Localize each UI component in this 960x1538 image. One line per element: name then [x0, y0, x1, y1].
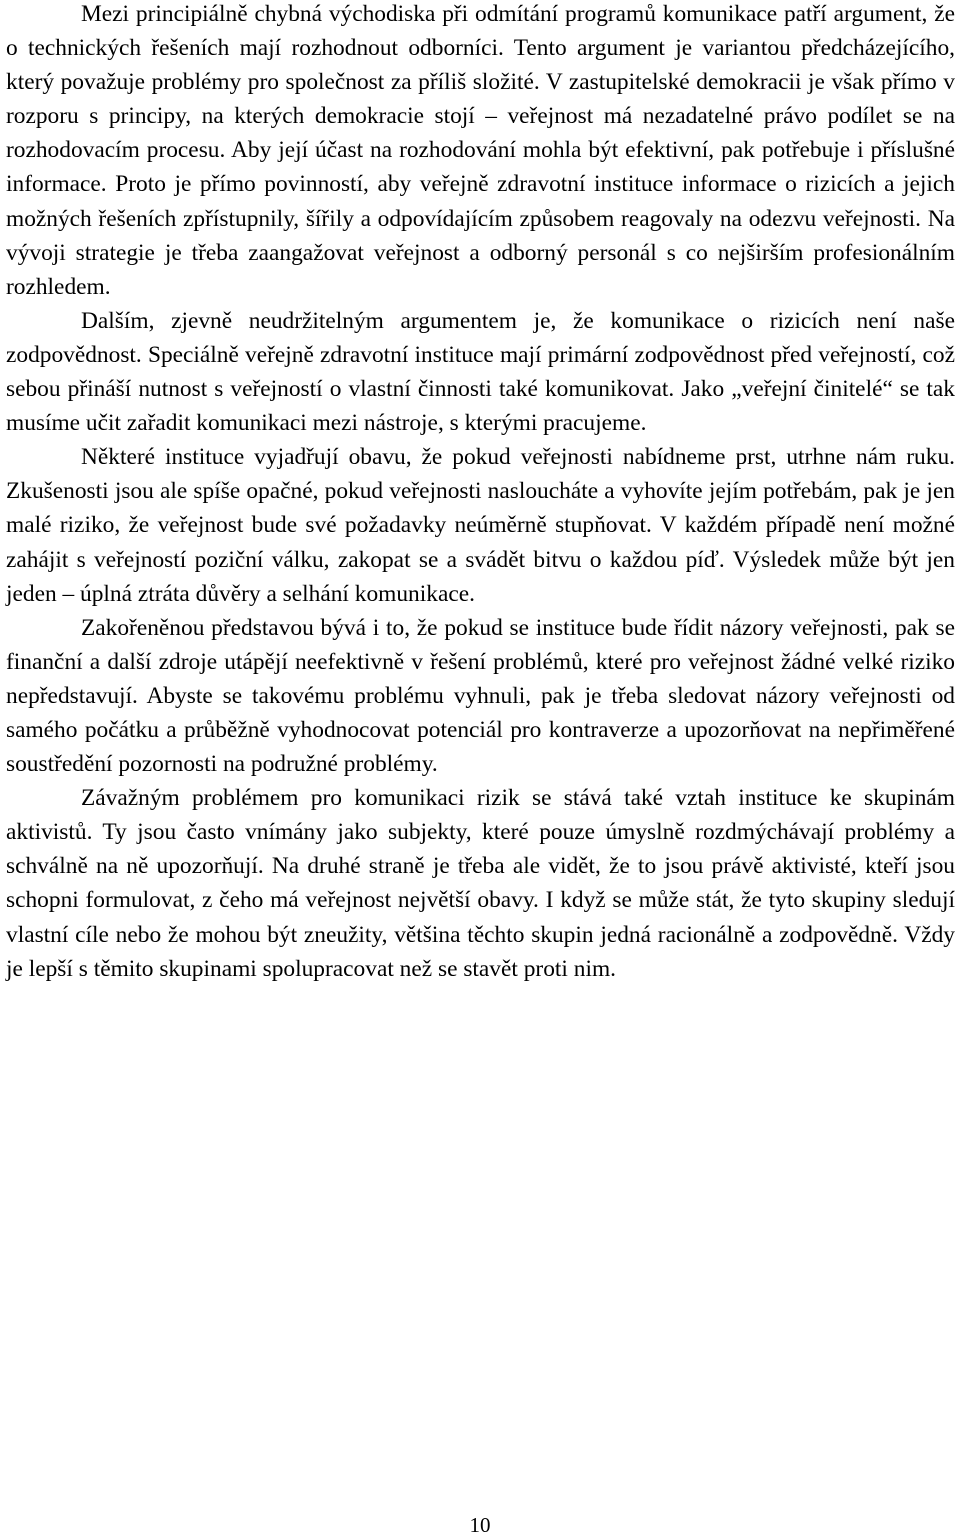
paragraph-activist-groups: Závažným problémem pro komunikaci rizik se stává také vztah instituce ke skupinám aktivistů. Ty jsou často vnímány jako subjekty, které pouze úmyslně rozdmýchávají problémy a schválně na ně upozorňují. Na druhé straně je třeba ale vidět, že to jsou právě aktivisté, kteří jsou schopni formulovat, z čeho má veřejnost největší obavy. I když se může stát, že tyto skupiny sledují vlastní cíle nebo že mohou být zneužity, většina těchto skupin jedná racionálně a zodpovědně. Vždy je lepší s těmito skupinami spolupracovat než se stavět proti nim.	[6, 785, 955, 982]
document-body	[6, 0, 955, 986]
paragraph-public-participation: Mezi principiálně chybná východiska při odmítání programů komunikace patří argument, že o technických řešeních mají rozhodnout odborníci. Tento argument je variantou předcházejícího, který považuje problémy pro společnost za příliš složité. V zastupitelské demokracii je však přímo v rozporu s principy, na kterých demokracie stojí – veřejnost má nezadatelné právo podílet se na rozhodovacím procesu. Aby její účast na rozhodování mohla být efektivní, pak potřebuje i příslušné informace. Proto je přímo povinností, aby veřejně zdravotní instituce informace o rizicích a jejich možných řešeních zpřístupnily, šířily a odpovídajícím způsobem reagovaly na odezvu veřejnosti. Na vývoji strategie je třeba zaangažovat veřejnost a odborný personál s co nejširším profesionálním rozhledem.	[6, 1, 955, 300]
paragraph-responsibility: Dalším, zjevně neudržitelným argumentem je, že komunikace o rizicích není naše zodpovědnost. Speciálně veřejně zdravotní instituce mají primární zodpovědnost před veřejností, což sebou přináší nutnost s veřejností o vlastní činnosti také komunikovat. Jako „veřejní činitelé“ se tak musíme učit zařadit komunikaci mezi nástroje, s kterými pracujeme.	[6, 307, 955, 437]
paragraph-institutional-concerns: Některé instituce vyjadřují obavu, že pokud veřejnosti nabídneme prst, utrhne nám ruku. Zkušenosti jsou ale spíše opačné, pokud veřejnosti nasloucháte a vyhovíte jejím potřebám, pak je jen malé riziko, že veřejnost bude své požadavky neúměrně stupňovat. V každém případě není možné zahájit s veřejností poziční válku, zakopat se a svádět bitvu o každou píď. Výsledek může být jen jeden – úplná ztráta důvěry a selhání komunikace.	[6, 444, 955, 607]
page-number: 10	[469, 1513, 491, 1537]
paragraph-resource-allocation: Zakořeněnou představou bývá i to, že pokud se instituce bude řídit názory veřejnosti, pak se finanční a další zdroje utápějí neefektivně v řešení problémů, které pro veřejnost žádné velké riziko nepředstavují. Abyste se takovému problému vyhnuli, pak je třeba sledovat názory veřejnosti od samého počátku a průběžně vyhodnocovat potenciál pro kontraverze a upozorňovat na nepřiměřené soustředění pozornosti na podružné problémy.	[6, 614, 955, 778]
